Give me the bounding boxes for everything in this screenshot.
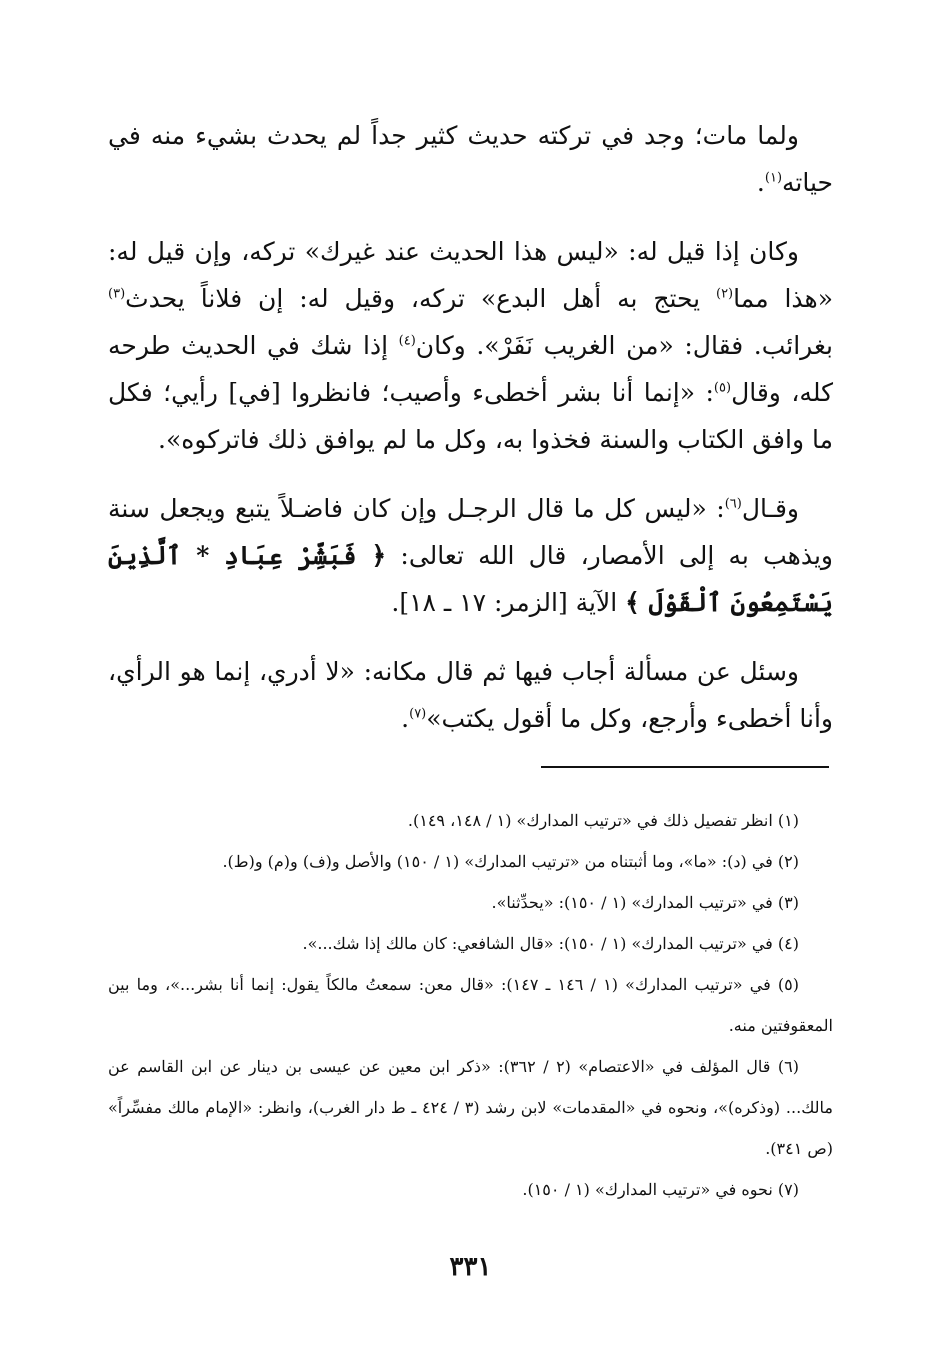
text-run: .: [756, 168, 765, 197]
body-paragraph: [108, 485, 833, 626]
footnote-reference: (٦): [724, 496, 742, 512]
text-run: بغرائب. فقال: «من الغريب نَفَرْ». وكان: [415, 331, 833, 360]
footnote-reference: (٧): [409, 706, 427, 722]
footnote: (٧) نحوه في «ترتيب المدارك» (١ / ١٥٠).: [522, 1180, 799, 1199]
footnote: (١) انظر تفصيل ذلك في «ترتيب المدارك» (١ / ١٤٨، ١٤٩).: [407, 811, 799, 830]
footnotes: [108, 800, 833, 1210]
text-run: وسئل عن مسألة أجاب فيها ثم قال مكانه: «لا أدري، إنما هو الرأي، وأنا أخطىء وأرجع، وكل ما أقول يكتب»: [108, 657, 833, 733]
page-number: ٣٣١: [449, 1252, 492, 1282]
text-run: ولما مات؛ وجد في تركته حديث كثير جداً لم يحدث بشيء منه في حياته: [108, 121, 833, 197]
footnote-reference: (٥): [713, 380, 732, 396]
footnote: (٦) قال المؤلف في «الاعتصام» (٢ / ٣٦٢): «ذكر ابن معين عن عيسى بن دينار عن ابن القاسم عن مالك... (وذكره)»، ونحوه في «المقدمات» لابن رشد (٣ / ٤٢٤ ـ ط دار الغرب)، وانظر: «الإمام مالك مفسِّراً» (ص ٣٤١).: [108, 1057, 833, 1158]
footnote: (٢) في (د): «ما»، وما أثبتناه من «ترتيب المدارك» (١ / ١٥٠) والأصل و(ف) و(م) و(ط).: [222, 852, 799, 871]
footnote-reference: (٣): [108, 286, 126, 302]
text-run: .: [401, 704, 410, 733]
footnote-reference: (١): [764, 170, 783, 186]
footnote-divider: [541, 766, 829, 768]
body-paragraph: [108, 648, 833, 742]
body-paragraph: [108, 112, 833, 206]
text-run: يحتج به أهل البدع» تركه، وقيل له: إن فلاناً يحدث: [125, 284, 716, 313]
footnote-reference: (٤): [398, 333, 416, 349]
text-run: وقـال: [741, 494, 799, 523]
footnote: (٥) في «ترتيب المدارك» (١ / ١٤٦ ـ ١٤٧): «قال معن: سمعتُ مالكاً يقول: إنما أنا بشر...»، وما بين المعقوفتين منه.: [108, 975, 833, 1035]
text-run: الآية [الزمر: ١٧ ـ ١٨].: [391, 588, 626, 617]
main-text: [108, 112, 833, 764]
text-run: وكان إذا قيل له: «ليس هذا الحديث عند غيرك» تركه، وإن قيل له: «هذا مما: [108, 237, 833, 313]
text-run: إذا شك في الحديث طرحه كله، وقال: [108, 331, 833, 407]
quran-verse: ﴿ فَبَشِّرْ عِبَادِ * ٱلَّذِينَ يَسْتَمِعُونَ ٱلْقَوْلَ ﴾: [108, 541, 833, 617]
text-run: : «ليس كل ما قال الرجـل وإن كان فاضـلاً يتبع ويجعل سنة ويذهب به إلى الأمصار، قال الله تعالى:: [108, 494, 834, 570]
footnote: (٣) في «ترتيب المدارك» (١ / ١٥٠): «يحدِّثنا».: [491, 893, 799, 912]
footnote: (٤) في «ترتيب المدارك» (١ / ١٥٠): «قال الشافعي: كان مالك إذا شك...».: [302, 934, 799, 953]
footnote-reference: (٢): [715, 286, 734, 302]
body-paragraph: [108, 228, 833, 463]
text-run: : «إنما أنا بشر أخطىء وأصيب؛ فانظروا [في] رأيي؛ فكل ما وافق الكتاب والسنة فخذوا به، وكل ما لم يوافق ذلك فاتركوه».: [108, 378, 833, 454]
